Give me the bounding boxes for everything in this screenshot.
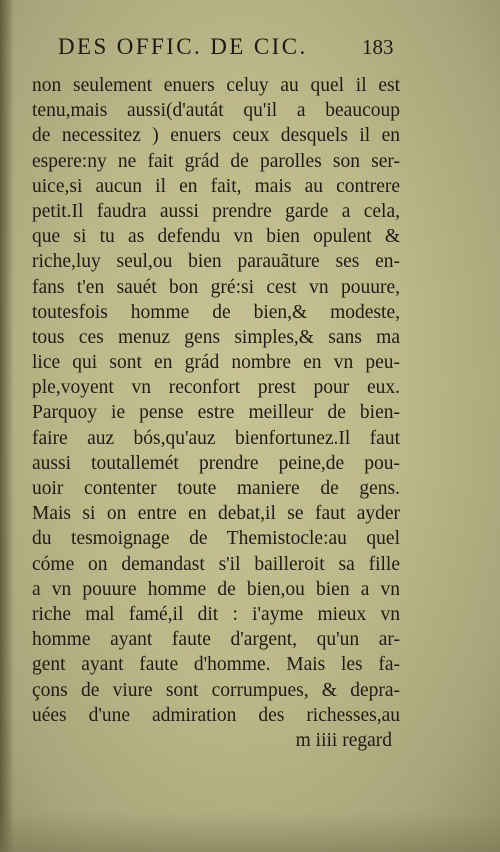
text-line: uées d'une admiration des richesses,au (32, 704, 400, 726)
text-line: çons de viure sont corrumpues, & depra- (32, 679, 400, 701)
text-line: faire auz bós,qu'auz bienfortunez.Il faut (32, 427, 400, 449)
text-line: lice qui sont en grád nombre en vn peu- (32, 352, 400, 374)
page-number: 183 (362, 35, 394, 59)
text-line: aussi toutallemét prendre peine,de pou- (32, 452, 400, 474)
text-line: espere:ny ne fait grád de parolles son ser- (32, 150, 400, 172)
body-text (32, 73, 400, 753)
text-line: que si tu as defendu vn bien opulent & (32, 226, 400, 248)
text-line: toutesfois homme de bien,& modeste, (32, 301, 400, 323)
text-line: Parquoy ie pense estre meilleur de bien- (32, 402, 400, 424)
text-line: homme ayant faute d'argent, qu'un ar- (32, 629, 400, 651)
text-line: cóme on demandast s'il bailleroit sa fille (32, 553, 400, 575)
text-line: tous ces menuz gens simples,& sans ma (32, 326, 400, 348)
running-title: DES OFFIC. DE CIC. (58, 34, 308, 59)
text-line: a vn pouure homme de bien,ou bien a vn (32, 578, 400, 600)
text-line: riche,luy seul,ou bien parauãture ses en- (32, 251, 400, 273)
text-line: tenu,mais aussi(d'autát qu'il a beaucoup (32, 100, 400, 122)
text-line: uice,si aucun il en fait, mais au contrere (32, 175, 400, 197)
text-line: ple,voyent vn reconfort prest pour eux. (32, 377, 400, 399)
text-line: de necessitez ) enuers ceux desquels il en (32, 125, 400, 147)
catchline: m iiii regard (295, 729, 392, 751)
text-line: uoir contenter toute maniere de gens. (32, 478, 400, 499)
text-line: non seulement enuers celuy au quel il est (32, 75, 400, 96)
text-line: petit.Il faudra aussi prendre garde a cela, (32, 200, 400, 222)
text-line: fans t'en sauét bon gré:si cest vn pouure, (32, 276, 400, 298)
text-line: Mais si on entre en debat,il se faut ayder (32, 503, 400, 525)
text-line: riche mal famé,il dit : i'ayme mieux vn (32, 603, 400, 625)
text-line: gent ayant faute d'homme. Mais les fa- (32, 654, 400, 676)
text-line: du tesmoignage de Themistocle:au quel (32, 528, 400, 550)
